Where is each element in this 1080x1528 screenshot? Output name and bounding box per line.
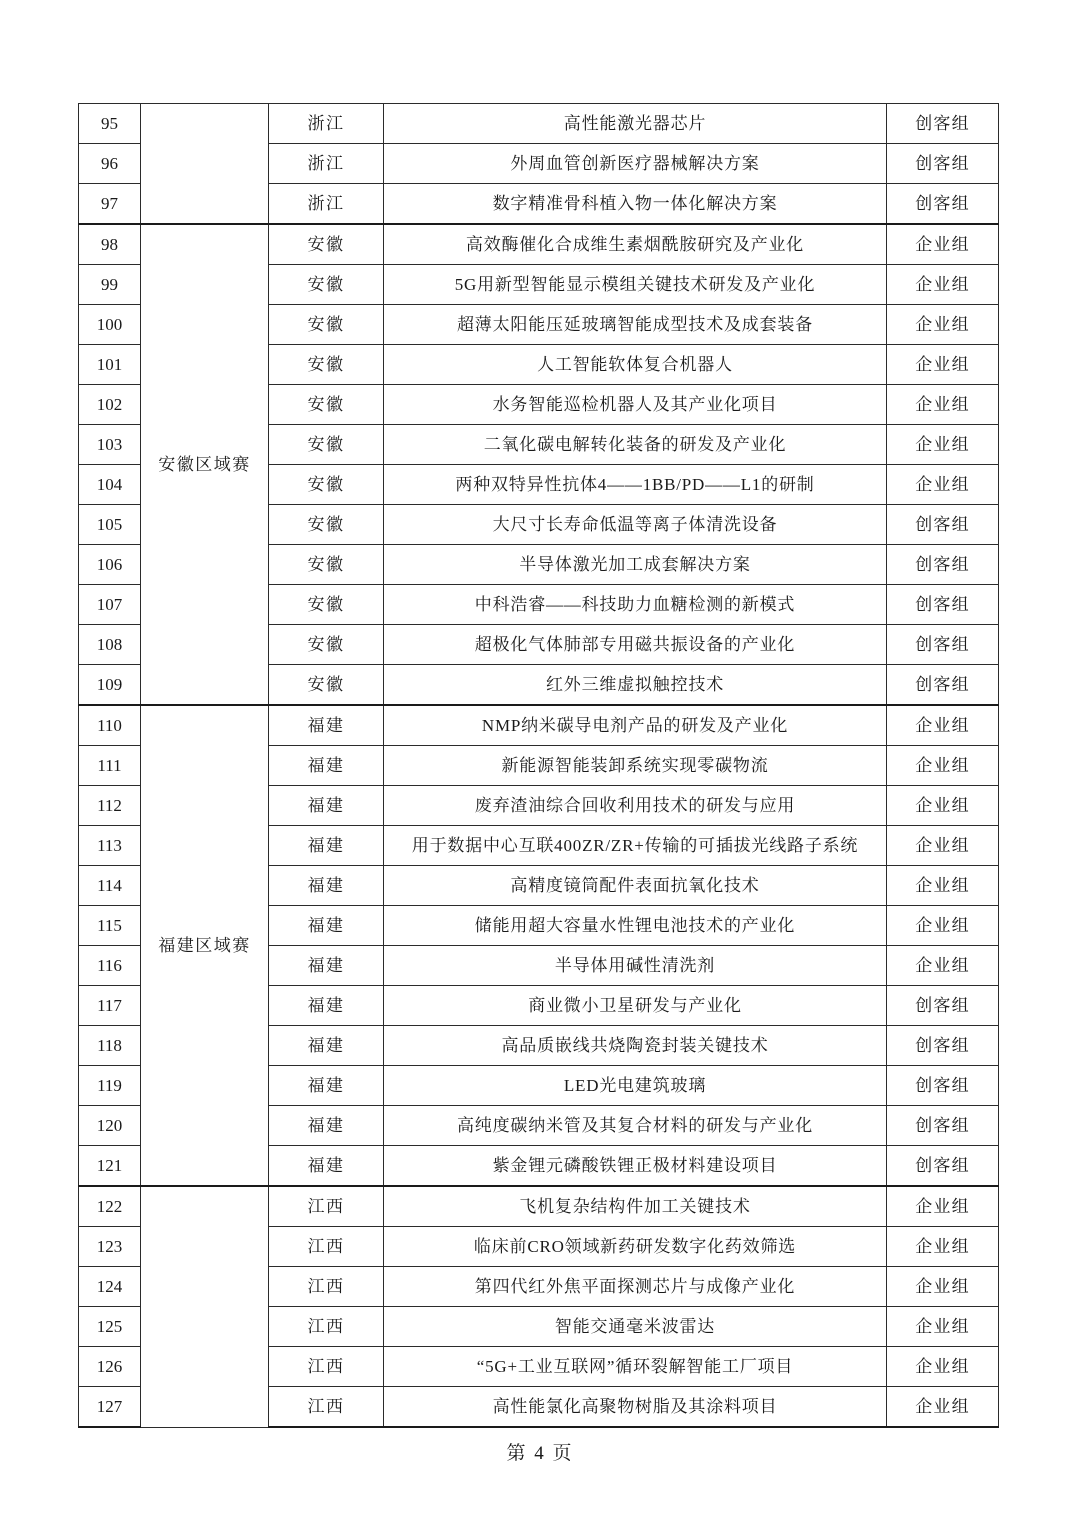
group-category-cell: 企业组 [887, 345, 999, 385]
group-category-cell: 创客组 [887, 585, 999, 625]
row-number-cell: 95 [79, 104, 141, 144]
row-number-cell: 123 [79, 1227, 141, 1267]
group-category-cell: 创客组 [887, 545, 999, 585]
row-number-cell: 99 [79, 265, 141, 305]
province-cell: 浙江 [269, 184, 384, 225]
row-number-cell: 101 [79, 345, 141, 385]
group-category-cell: 创客组 [887, 104, 999, 144]
row-number-cell: 107 [79, 585, 141, 625]
group-category-cell: 创客组 [887, 1106, 999, 1146]
group-category-cell: 创客组 [887, 1066, 999, 1106]
project-name-cell: 飞机复杂结构件加工关键技术 [384, 1186, 887, 1227]
province-cell: 安徽 [269, 385, 384, 425]
province-cell: 福建 [269, 866, 384, 906]
project-name-cell: 新能源智能装卸系统实现零碳物流 [384, 746, 887, 786]
row-number-cell: 110 [79, 705, 141, 746]
row-number-cell: 113 [79, 826, 141, 866]
region-competition-cell [141, 104, 269, 225]
project-name-cell: 高效酶催化合成维生素烟酰胺研究及产业化 [384, 224, 887, 265]
row-number-cell: 119 [79, 1066, 141, 1106]
province-cell: 福建 [269, 746, 384, 786]
project-name-cell: 用于数据中心互联400ZR/ZR+传输的可插拔光线路子系统 [384, 826, 887, 866]
project-name-cell: 高纯度碳纳米管及其复合材料的研发与产业化 [384, 1106, 887, 1146]
group-category-cell: 企业组 [887, 1307, 999, 1347]
group-category-cell: 企业组 [887, 465, 999, 505]
project-name-cell: 第四代红外焦平面探测芯片与成像产业化 [384, 1267, 887, 1307]
table-row [79, 705, 999, 746]
project-name-cell: 紫金锂元磷酸铁锂正极材料建设项目 [384, 1146, 887, 1187]
province-cell: 福建 [269, 1066, 384, 1106]
province-cell: 江西 [269, 1267, 384, 1307]
province-cell: 安徽 [269, 305, 384, 345]
province-cell: 江西 [269, 1347, 384, 1387]
page-footer: 第 4 页 [506, 1443, 574, 1464]
project-name-cell: 超薄太阳能压延玻璃智能成型技术及成套装备 [384, 305, 887, 345]
row-number-cell: 109 [79, 665, 141, 706]
project-name-cell: 高品质嵌线共烧陶瓷封装关键技术 [384, 1026, 887, 1066]
row-number-cell: 104 [79, 465, 141, 505]
province-cell: 江西 [269, 1307, 384, 1347]
project-name-cell: 高性能氯化高聚物树脂及其涂料项目 [384, 1387, 887, 1428]
row-number-cell: 114 [79, 866, 141, 906]
row-number-cell: 117 [79, 986, 141, 1026]
group-category-cell: 创客组 [887, 144, 999, 184]
project-name-cell: 临床前CRO领域新药研发数字化药效筛选 [384, 1227, 887, 1267]
row-number-cell: 108 [79, 625, 141, 665]
project-name-cell: “5G+工业互联网”循环裂解智能工厂项目 [384, 1347, 887, 1387]
project-name-cell: 商业微小卫星研发与产业化 [384, 986, 887, 1026]
group-category-cell: 企业组 [887, 1227, 999, 1267]
row-number-cell: 121 [79, 1146, 141, 1187]
row-number-cell: 127 [79, 1387, 141, 1428]
project-name-cell: 中科浩睿——科技助力血糖检测的新模式 [384, 585, 887, 625]
province-cell: 福建 [269, 1146, 384, 1187]
row-number-cell: 124 [79, 1267, 141, 1307]
group-category-cell: 创客组 [887, 665, 999, 706]
project-name-cell: 半导体激光加工成套解决方案 [384, 545, 887, 585]
project-name-cell: 储能用超大容量水性锂电池技术的产业化 [384, 906, 887, 946]
group-category-cell: 创客组 [887, 505, 999, 545]
group-category-cell: 企业组 [887, 385, 999, 425]
province-cell: 福建 [269, 786, 384, 826]
region-competition-cell: 福建区域赛 [141, 705, 269, 1186]
province-cell: 安徽 [269, 545, 384, 585]
row-number-cell: 102 [79, 385, 141, 425]
province-cell: 福建 [269, 1026, 384, 1066]
group-category-cell: 企业组 [887, 425, 999, 465]
group-category-cell: 企业组 [887, 866, 999, 906]
project-listing-table-container [78, 103, 998, 1428]
group-category-cell: 企业组 [887, 826, 999, 866]
row-number-cell: 97 [79, 184, 141, 225]
group-category-cell: 企业组 [887, 786, 999, 826]
row-number-cell: 120 [79, 1106, 141, 1146]
row-number-cell: 103 [79, 425, 141, 465]
row-number-cell: 100 [79, 305, 141, 345]
row-number-cell: 111 [79, 746, 141, 786]
project-name-cell: 半导体用碱性清洗剂 [384, 946, 887, 986]
region-competition-cell: 安徽区域赛 [141, 224, 269, 705]
row-number-cell: 98 [79, 224, 141, 265]
row-number-cell: 122 [79, 1186, 141, 1227]
province-cell: 浙江 [269, 104, 384, 144]
group-category-cell: 企业组 [887, 906, 999, 946]
group-category-cell: 企业组 [887, 1267, 999, 1307]
group-category-cell: 企业组 [887, 305, 999, 345]
project-name-cell: 大尺寸长寿命低温等离子体清洗设备 [384, 505, 887, 545]
province-cell: 浙江 [269, 144, 384, 184]
project-name-cell: 超极化气体肺部专用磁共振设备的产业化 [384, 625, 887, 665]
row-number-cell: 96 [79, 144, 141, 184]
project-name-cell: LED光电建筑玻璃 [384, 1066, 887, 1106]
project-name-cell: 高性能激光器芯片 [384, 104, 887, 144]
group-category-cell: 创客组 [887, 986, 999, 1026]
group-category-cell: 企业组 [887, 1347, 999, 1387]
project-name-cell: 外周血管创新医疗器械解决方案 [384, 144, 887, 184]
row-number-cell: 105 [79, 505, 141, 545]
row-number-cell: 116 [79, 946, 141, 986]
group-category-cell: 企业组 [887, 224, 999, 265]
province-cell: 安徽 [269, 505, 384, 545]
project-name-cell: 人工智能软体复合机器人 [384, 345, 887, 385]
province-cell: 安徽 [269, 265, 384, 305]
province-cell: 福建 [269, 705, 384, 746]
project-name-cell: 红外三维虚拟触控技术 [384, 665, 887, 706]
province-cell: 福建 [269, 1106, 384, 1146]
province-cell: 安徽 [269, 425, 384, 465]
region-competition-cell [141, 1186, 269, 1427]
province-cell: 江西 [269, 1186, 384, 1227]
row-number-cell: 112 [79, 786, 141, 826]
group-category-cell: 创客组 [887, 1146, 999, 1187]
table-row [79, 1186, 999, 1227]
group-category-cell: 企业组 [887, 1186, 999, 1227]
province-cell: 福建 [269, 986, 384, 1026]
row-number-cell: 106 [79, 545, 141, 585]
project-name-cell: 5G用新型智能显示模组关键技术研发及产业化 [384, 265, 887, 305]
province-cell: 福建 [269, 946, 384, 986]
group-category-cell: 企业组 [887, 265, 999, 305]
row-number-cell: 115 [79, 906, 141, 946]
province-cell: 安徽 [269, 224, 384, 265]
province-cell: 江西 [269, 1387, 384, 1428]
row-number-cell: 118 [79, 1026, 141, 1066]
group-category-cell: 创客组 [887, 625, 999, 665]
project-name-cell: 智能交通毫米波雷达 [384, 1307, 887, 1347]
table-row [79, 224, 999, 265]
project-name-cell: 二氧化碳电解转化装备的研发及产业化 [384, 425, 887, 465]
project-name-cell: NMP纳米碳导电剂产品的研发及产业化 [384, 705, 887, 746]
group-category-cell: 创客组 [887, 1026, 999, 1066]
group-category-cell: 企业组 [887, 746, 999, 786]
group-category-cell: 创客组 [887, 184, 999, 225]
province-cell: 安徽 [269, 345, 384, 385]
province-cell: 江西 [269, 1227, 384, 1267]
row-number-cell: 125 [79, 1307, 141, 1347]
group-category-cell: 企业组 [887, 705, 999, 746]
province-cell: 安徽 [269, 465, 384, 505]
project-name-cell: 数字精准骨科植入物一体化解决方案 [384, 184, 887, 225]
province-cell: 安徽 [269, 585, 384, 625]
project-name-cell: 两种双特异性抗体4——1BB/PD——L1的研制 [384, 465, 887, 505]
project-listing-table [78, 103, 999, 1428]
project-listing-body [79, 104, 999, 1428]
project-name-cell: 水务智能巡检机器人及其产业化项目 [384, 385, 887, 425]
group-category-cell: 企业组 [887, 946, 999, 986]
province-cell: 福建 [269, 906, 384, 946]
group-category-cell: 企业组 [887, 1387, 999, 1428]
province-cell: 安徽 [269, 665, 384, 706]
project-name-cell: 废弃渣油综合回收利用技术的研发与应用 [384, 786, 887, 826]
table-row [79, 104, 999, 144]
project-name-cell: 高精度镜筒配件表面抗氧化技术 [384, 866, 887, 906]
row-number-cell: 126 [79, 1347, 141, 1387]
province-cell: 安徽 [269, 625, 384, 665]
province-cell: 福建 [269, 826, 384, 866]
